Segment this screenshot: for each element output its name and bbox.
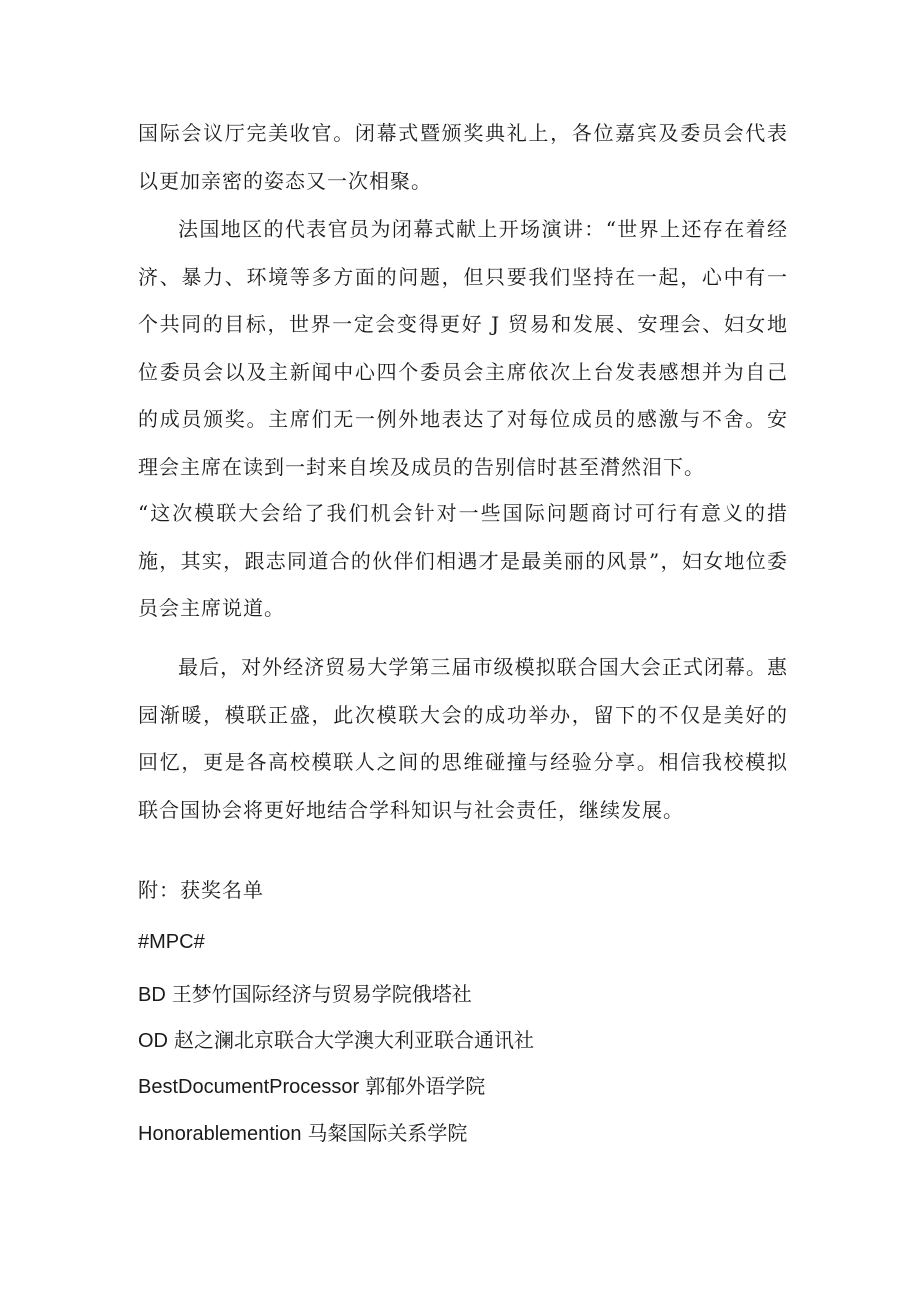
paragraph-opening-speech: 法国地区的代表官员为闭幕式献上开场演讲：“世界上还存在着经济、暴力、环境等多方面的问题，但只要我们坚持在一起，心中有一个共同的目标，世界一定会变得更好 J 贸易和发展、安理会、妇女地位委员会以及主新闻中心四个委员会主席依次上台发表感想并为自己的成员颁奖。主席们无一例外地表达了对每位成员的感激与不舍。安理会主席在读到一封来自埃及成员的告别信时甚至潸然泪下。 (138, 217, 788, 479)
paragraph-chair-quote: “这次模联大会给了我们机会针对一些国际问题商讨可行有意义的措施，其实，跟志同道合的伙伴们相遇才是最美丽的风景”，妇女地位委员会主席说道。 (138, 501, 788, 620)
committee-label: #MPC# (138, 931, 205, 953)
award-title: BestDocumentProcessor (138, 1076, 360, 1098)
award-title: Honorablemention (138, 1123, 302, 1145)
award-winner: 赵之澜北京联合大学澳大利亚联合通讯社 (174, 1030, 534, 1052)
award-title: OD (138, 1030, 168, 1052)
award-entry (138, 1073, 485, 1101)
award-title: BD (138, 984, 166, 1006)
award-entry (138, 981, 472, 1009)
award-winner: 王梦竹国际经济与贸易学院俄塔社 (171, 984, 472, 1006)
award-entry (138, 1120, 467, 1148)
award-entry (138, 1027, 534, 1055)
appendix-heading: 附：获奖名单 (138, 878, 264, 902)
paragraph-conclusion: 最后，对外经济贸易大学第三届市级模拟联合国大会正式闭幕。惠园渐暖，模联正盛，此次模联大会的成功举办，留下的不仅是美好的回忆，更是各高校模联人之间的思维碰撞与经验分享。相信我校模拟联合国协会将更好地结合学科知识与社会责任，继续发展。 (138, 655, 788, 822)
paragraph-closing-ceremony: 国际会议厅完美收官。闭幕式暨颁奖典礼上，各位嘉宾及委员会代表以更加亲密的姿态又一次相聚。 (138, 121, 788, 193)
award-winner: 马粲国际关系学院 (307, 1123, 468, 1145)
award-winner: 郭郁外语学院 (365, 1076, 486, 1098)
